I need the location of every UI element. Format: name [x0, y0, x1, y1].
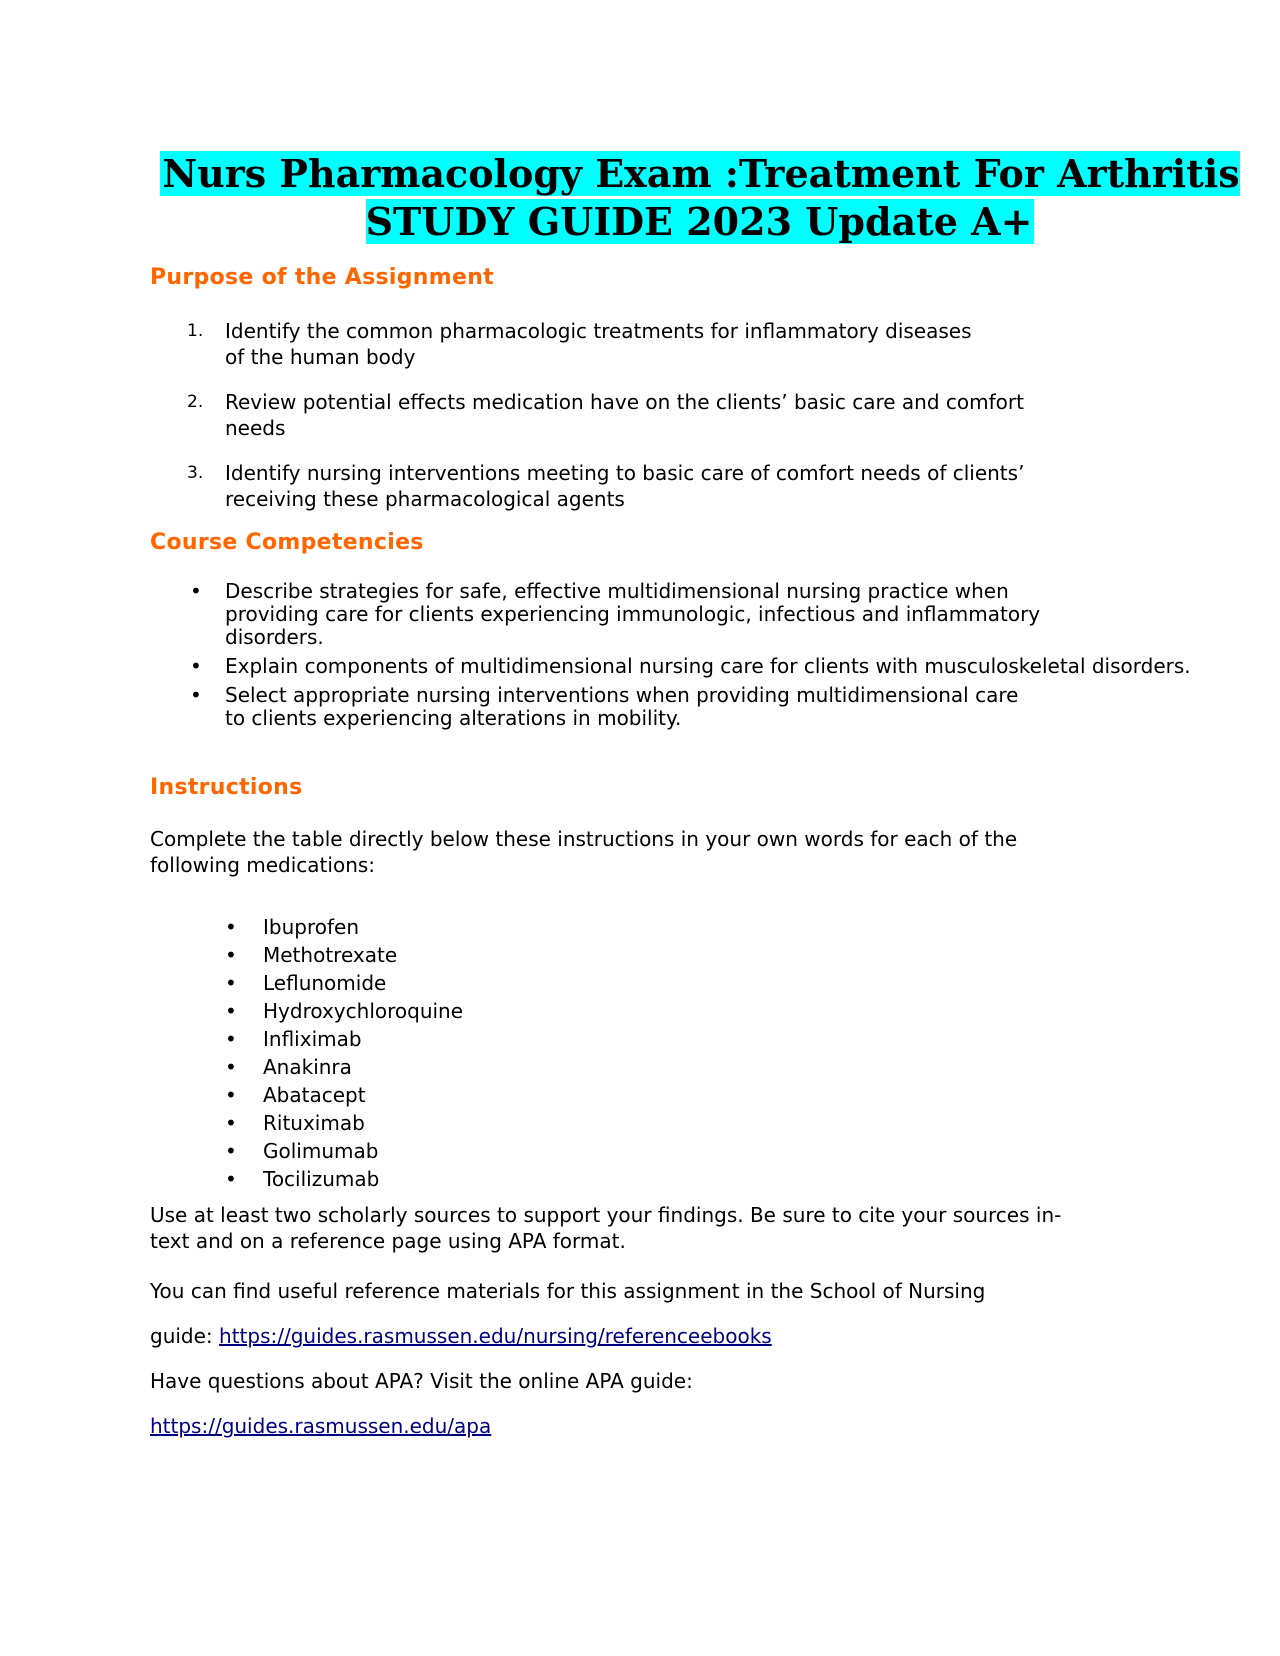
bullet: •: [225, 943, 237, 967]
instructions-heading: Instructions: [150, 775, 303, 800]
list-item: [150, 1165, 463, 1193]
reference-guide-link[interactable]: https://guides.rasmussen.edu/nursing/referenceebooks: [219, 1324, 772, 1348]
list-text: Explain components of multidimensional nursing care for clients with musculoskeletal disorders.: [225, 654, 1191, 678]
guide-line: [150, 1323, 1150, 1349]
medication-name: Anakinra: [263, 1055, 352, 1079]
list-item: [150, 997, 463, 1025]
list-item: [150, 1137, 463, 1165]
medication-name: Abatacept: [263, 1083, 366, 1107]
list-item: [150, 969, 463, 997]
list-item: [150, 655, 1250, 678]
bullet: •: [225, 1167, 237, 1191]
apa-link-line: [150, 1413, 1150, 1439]
list-item: [150, 941, 463, 969]
medication-list: [150, 913, 463, 1193]
medication-name: Golimumab: [263, 1139, 379, 1163]
apa-question: Have questions about APA? Visit the online APA guide:: [150, 1369, 693, 1393]
instructions-intro: Complete the table directly below these instructions in your own words for each of the following medications:: [150, 827, 1018, 877]
list-item: [150, 389, 1150, 441]
bullet: •: [225, 1055, 237, 1079]
bullet: •: [190, 683, 202, 707]
bullet: •: [190, 579, 202, 603]
bullet: •: [225, 1027, 237, 1051]
list-item: [150, 913, 463, 941]
list-text: Select appropriate nursing interventions when providing multidimensional care to clients experiencing alterations in mobility.: [225, 683, 1019, 730]
bullet: •: [225, 999, 237, 1023]
purpose-list: [150, 318, 1150, 531]
medication-name: Leflunomide: [263, 971, 387, 995]
list-item: [150, 684, 1250, 730]
competencies-heading: Course Competencies: [150, 530, 424, 555]
purpose-heading: Purpose of the Assignment: [150, 265, 494, 290]
medication-name: Rituximab: [263, 1111, 365, 1135]
apa-guide-link[interactable]: https://guides.rasmussen.edu/apa: [150, 1414, 492, 1438]
reference-paragraph: You can find useful reference materials for this assignment in the School of Nursing: [150, 1279, 986, 1303]
bullet: •: [225, 1111, 237, 1135]
medication-name: Infliximab: [263, 1027, 362, 1051]
list-text: Identify nursing interventions meeting to basic care of comfort needs of clients’ receiving these pharmacological agents: [225, 461, 1025, 511]
list-text: Describe strategies for safe, effective multidimensional nursing practice when providing care for clients experiencing immunologic, infectious and inflammatory disorders.: [225, 579, 1041, 649]
list-number: 3.: [187, 463, 204, 483]
bullet: •: [225, 915, 237, 939]
bullet: •: [225, 1139, 237, 1163]
medication-name: Ibuprofen: [263, 915, 360, 939]
competencies-list: [150, 580, 1250, 736]
bullet: •: [190, 654, 202, 678]
medication-name: Methotrexate: [263, 943, 398, 967]
list-text: Review potential effects medication have on the clients’ basic care and comfort needs: [225, 390, 1024, 440]
list-number: 2.: [187, 392, 204, 412]
medication-name: Hydroxychloroquine: [263, 999, 464, 1023]
list-item: [150, 1109, 463, 1137]
sources-paragraph: Use at least two scholarly sources to support your findings. Be sure to cite your sources in- text and on a reference page using APA format.: [150, 1203, 1062, 1253]
bullet: •: [225, 1083, 237, 1107]
list-item: [150, 460, 1150, 512]
list-item: [150, 1025, 463, 1053]
list-item: [150, 1081, 463, 1109]
list-item: [150, 580, 1250, 649]
list-number: 1.: [187, 321, 204, 341]
title-highlight: Nurs Pharmacology Exam :Treatment For Arthritis STUDY GUIDE 2023 Update A+: [162, 151, 1240, 244]
document-title: [150, 150, 1250, 246]
bullet: •: [225, 971, 237, 995]
guide-prefix: guide:: [150, 1324, 220, 1348]
list-item: [150, 318, 1150, 370]
list-text: Identify the common pharmacologic treatments for inflammatory diseases of the human body: [225, 319, 972, 369]
medication-name: Tocilizumab: [263, 1167, 380, 1191]
list-item: [150, 1053, 463, 1081]
